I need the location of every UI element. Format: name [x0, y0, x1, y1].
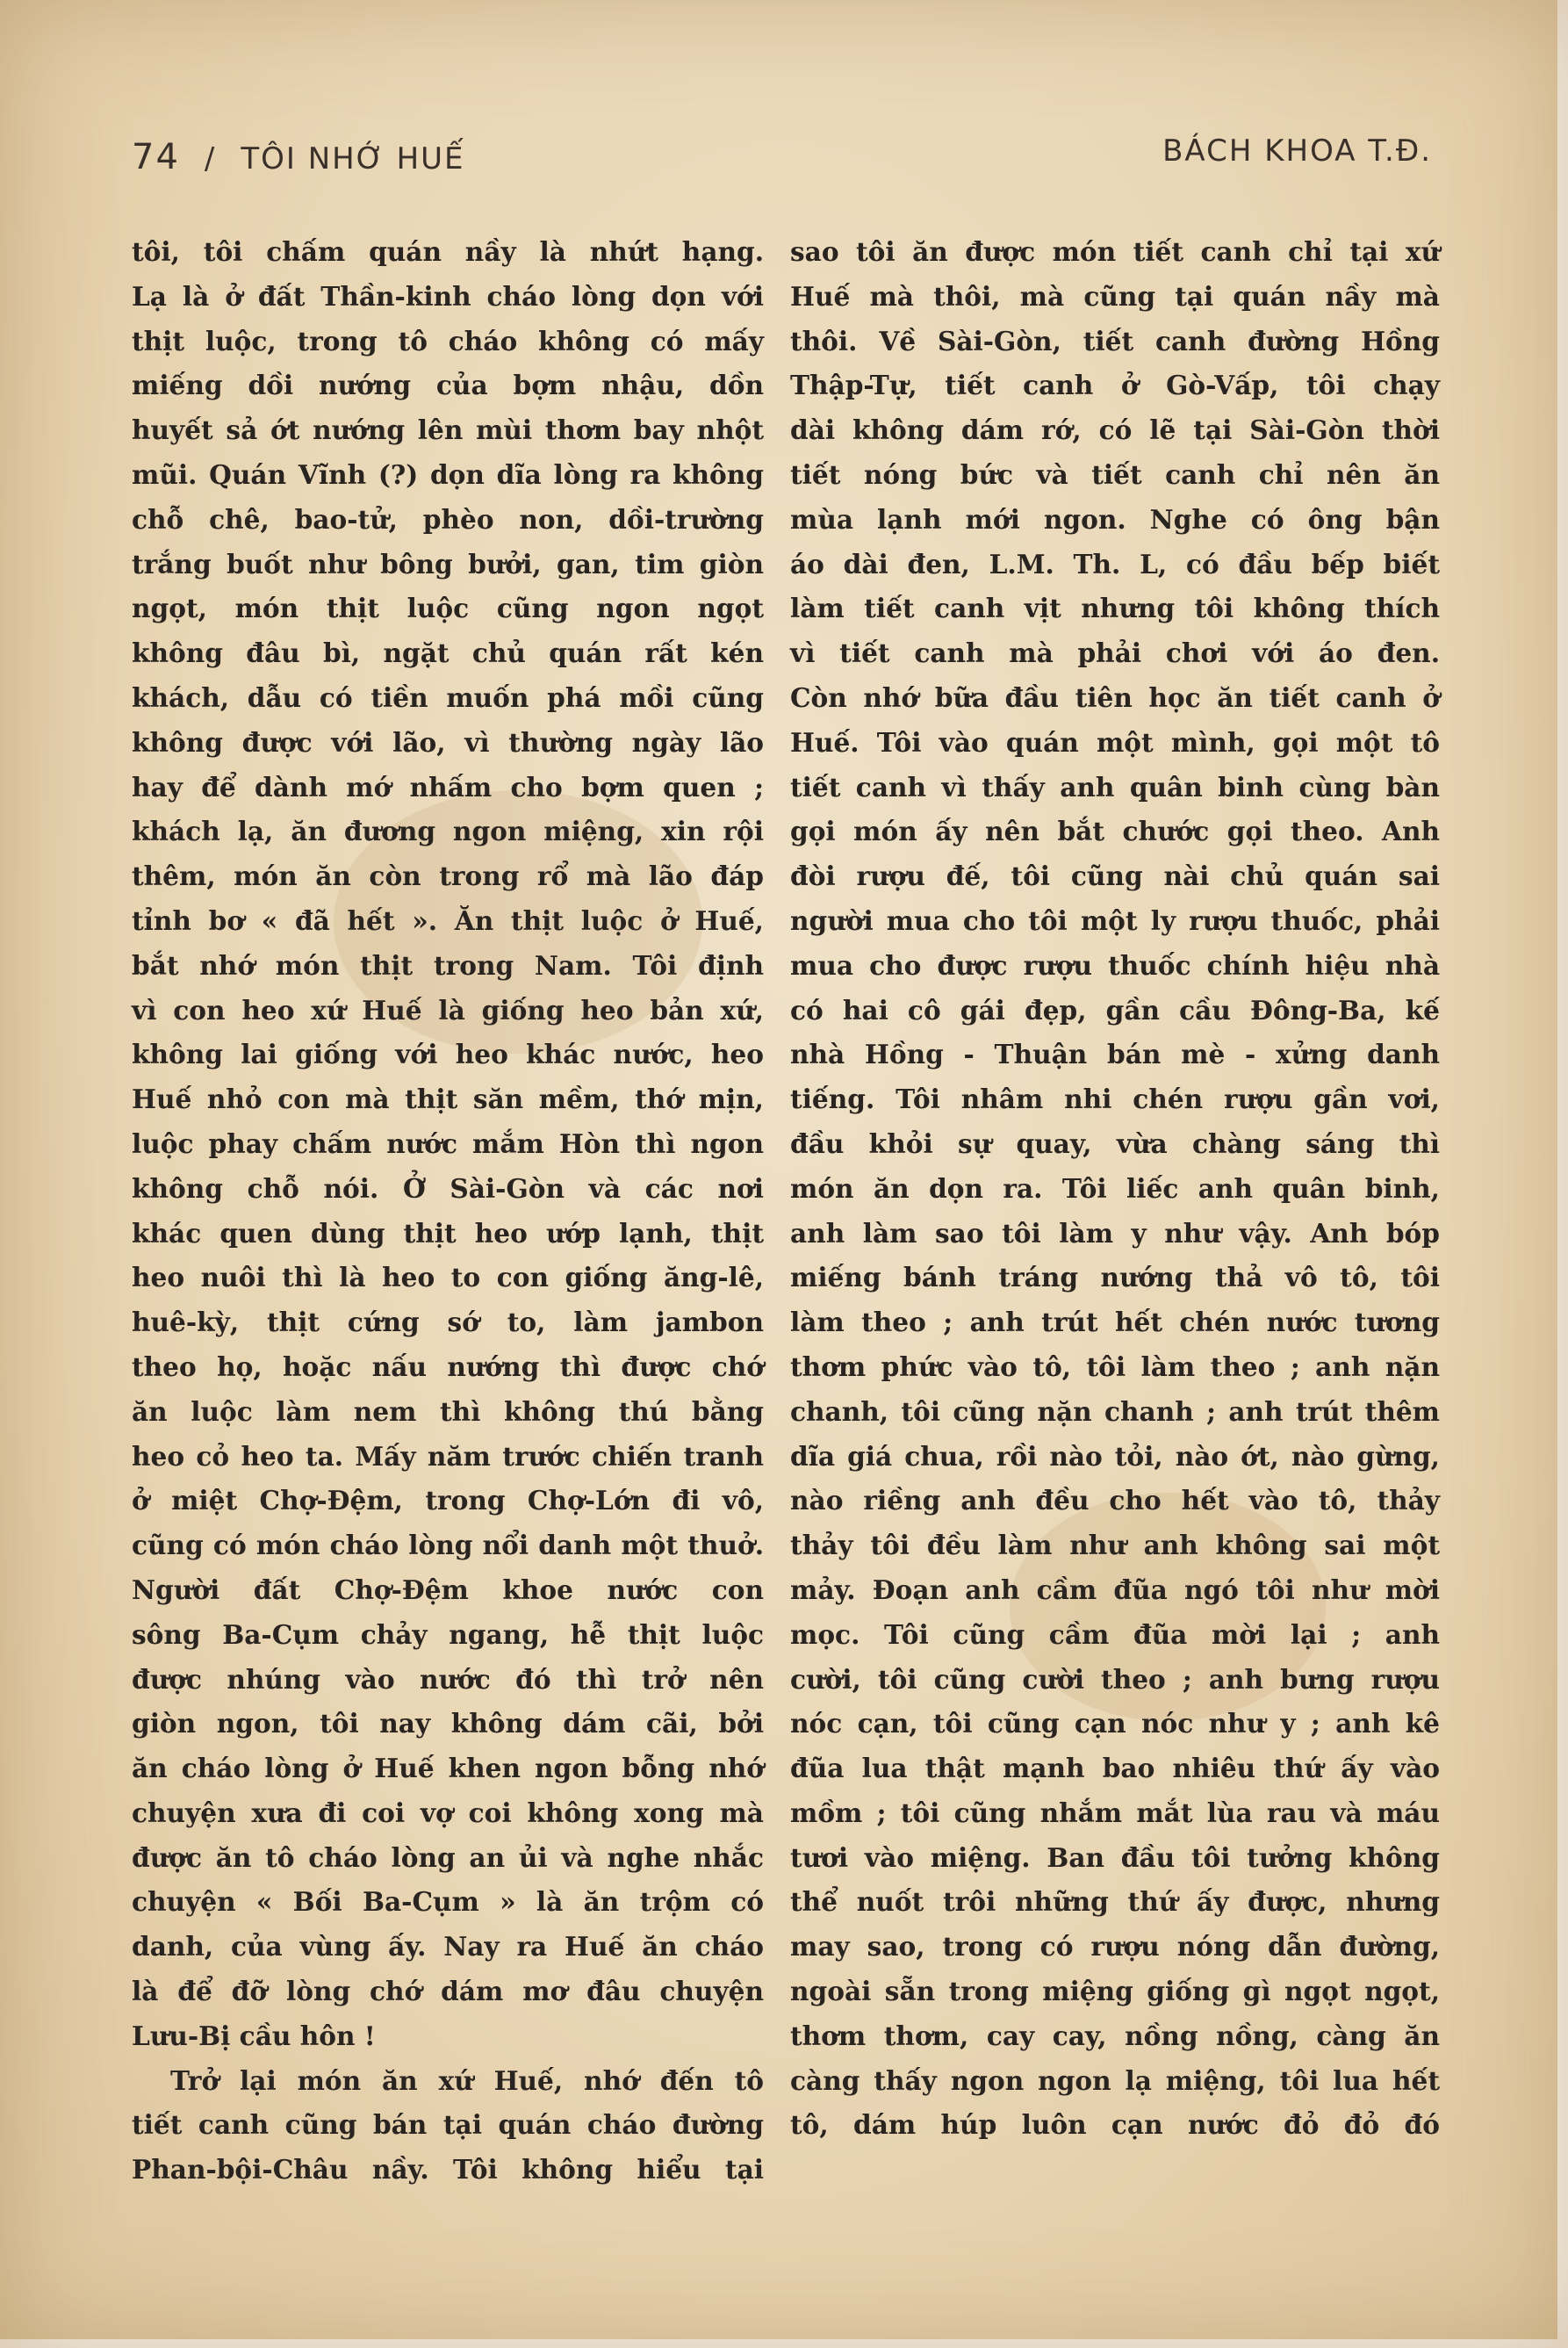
text-line: tiếng. Tôi nhâm nhi chén rượu gần vơi, — [790, 1084, 1440, 1115]
text-line: trắng buốt như bông bưởi, gan, tim giòn — [132, 548, 764, 580]
text-line: thôi. Về Sài-Gòn, tiết canh đường Hồng — [790, 325, 1440, 357]
text-line: được ăn tô cháo lòng an ủi và nghe nhắc — [132, 1841, 764, 1873]
text-line: không lai giống với heo khác nước, heo — [132, 1039, 764, 1070]
text-line: nóc cạn, tôi cũng cạn nóc như y ; anh kê — [790, 1708, 1440, 1739]
text-line: heo nuôi thì là heo to con giống ăng-lê, — [132, 1262, 764, 1293]
running-header — [132, 130, 1432, 183]
text-line: sông Ba-Cụm chảy ngang, hễ thịt luộc — [132, 1618, 764, 1650]
text-line: Huế nhỏ con mà thịt săn mềm, thớ mịn, — [132, 1084, 764, 1115]
text-line: gọi món ấy nên bắt chước gọi theo. Anh — [790, 816, 1440, 847]
text-line: Thập-Tự, tiết canh ở Gò-Vấp, tôi chạy — [790, 370, 1440, 401]
text-line: mọc. Tôi cũng cầm đũa mời lại ; anh — [790, 1618, 1440, 1650]
text-line: thơm phức vào tô, tôi làm theo ; anh nặn — [790, 1350, 1440, 1382]
text-line: làm theo ; anh trút hết chén nước tương — [790, 1307, 1440, 1338]
text-line: danh, của vùng ấy. Nay ra Huế ăn cháo — [132, 1931, 764, 1963]
text-line: huyết sả ớt nướng lên mùi thơm bay nhột — [132, 414, 764, 446]
text-line: miếng dồi nướng của bợm nhậu, dồn — [132, 370, 764, 401]
text-line: miếng bánh tráng nướng thả vô tô, tôi — [790, 1262, 1440, 1293]
publication-name: BÁCH KHOA T.Đ. — [1162, 133, 1432, 169]
text-line: dài không dám rớ, có lẽ tại Sài-Gòn thời — [790, 414, 1440, 446]
text-line: làm tiết canh vịt nhưng tôi không thích — [790, 593, 1440, 624]
text-line: thể nuốt trôi những thứ ấy được, nhưng — [790, 1886, 1440, 1918]
page-edge — [1557, 0, 1568, 2348]
text-line: thêm, món ăn còn trong rổ mà lão đáp — [132, 861, 764, 892]
text-line: hay để dành mớ nhấm cho bợm quen ; — [132, 771, 764, 803]
text-line: ăn luộc làm nem thì không thú bằng — [132, 1395, 764, 1427]
text-line: anh làm sao tôi làm y như vậy. Anh bóp — [790, 1217, 1440, 1249]
text-line: huê-kỳ, thịt cứng sớ to, làm jambon — [132, 1307, 764, 1338]
text-line: chuyện xưa đi coi vợ coi không xong mà — [132, 1797, 764, 1828]
text-line: khách lạ, ăn đương ngon miệng, xin rội — [132, 816, 764, 847]
section-title: TÔI NHỚ HUẾ — [241, 141, 465, 176]
text-line: cũng có món cháo lòng nổi danh một thuở. — [132, 1530, 764, 1561]
text-line: vì con heo xứ Huế là giống heo bản xứ, — [132, 994, 764, 1026]
text-line: là để đỡ lòng chớ dám mơ đâu chuyện — [132, 1976, 764, 2007]
text-line: may sao, trong có rượu nóng dẫn đường, — [790, 1931, 1440, 1963]
text-line: giòn ngon, tôi nay không dám cãi, bởi — [132, 1708, 764, 1739]
page-edge — [0, 2339, 1568, 2348]
text-line: đũa lua thật mạnh bao nhiêu thứ ấy vào — [790, 1753, 1440, 1784]
text-line: tiết canh vì thấy anh quân binh cùng bàn — [790, 771, 1440, 803]
page-number: 74 — [132, 137, 180, 177]
text-line: theo họ, hoặc nấu nướng thì được chớ — [132, 1350, 764, 1382]
text-line: khách, dẫu có tiền muốn phá mồi cũng — [132, 681, 764, 713]
text-line: thơm thơm, cay cay, nồng nồng, càng ăn — [790, 2020, 1440, 2051]
text-line: được nhúng vào nước đó thì trở nên — [132, 1663, 764, 1695]
text-line: món ăn dọn ra. Tôi liếc anh quân binh, — [790, 1172, 1440, 1204]
text-line: dĩa giá chua, rồi nào tỏi, nào ớt, nào gừng, — [790, 1440, 1440, 1472]
text-line: tiết nóng bức và tiết canh chỉ nên ăn — [790, 458, 1440, 490]
text-line: chỗ chê, bao-tử, phèo non, dồi-trường — [132, 503, 764, 535]
left-text-column — [132, 230, 764, 2193]
text-line: Lạ là ở đất Thần-kinh cháo lòng dọn với — [132, 280, 764, 312]
text-line: Còn nhớ bữa đầu tiên học ăn tiết canh ở — [790, 681, 1440, 713]
text-line: áo dài đen, L.M. Th. L, có đầu bếp biết — [790, 548, 1440, 580]
text-line: luộc phay chấm nước mắm Hòn thì ngon — [132, 1127, 764, 1159]
text-line: Người đất Chợ-Đệm khoe nước con — [132, 1574, 764, 1605]
text-line: vì tiết canh mà phải chơi với áo đen. — [790, 637, 1440, 669]
right-text-column — [790, 230, 1440, 2148]
text-line: tỉnh bơ « đã hết ». Ăn thịt luộc ở Huế, — [132, 904, 764, 936]
text-line: Lưu-Bị cầu hôn ! — [132, 2020, 376, 2051]
text-line: người mua cho tôi một ly rượu thuốc, phải — [790, 904, 1440, 936]
text-line: tươi vào miệng. Ban đầu tôi tưởng không — [790, 1841, 1440, 1873]
text-line: không được với lão, vì thường ngày lão — [132, 726, 764, 758]
header-separator: / — [204, 141, 217, 176]
text-line: chanh, tôi cũng nặn chanh ; anh trút thêm — [790, 1395, 1440, 1427]
text-line: Phan-bội-Châu nầy. Tôi không hiểu tại — [132, 2154, 764, 2186]
text-line: mồm ; tôi cũng nhắm mắt lùa rau và máu — [790, 1797, 1440, 1828]
text-line: Huế mà thôi, mà cũng tại quán nầy mà — [790, 280, 1440, 312]
text-line: Trở lại món ăn xứ Huế, nhớ đến tô — [170, 2064, 764, 2096]
text-line: ở miệt Chợ-Đệm, trong Chợ-Lớn đi vô, — [132, 1485, 764, 1516]
text-line: ăn cháo lòng ở Huế khen ngon bỗng nhớ — [132, 1753, 764, 1784]
text-line: mũi. Quán Vĩnh (?) dọn dĩa lòng ra không — [132, 458, 764, 490]
text-line: đầu khỏi sự quay, vừa chàng sáng thì — [790, 1127, 1440, 1159]
text-line: mua cho được rượu thuốc chính hiệu nhà — [790, 949, 1440, 981]
text-line: không đâu bì, ngặt chủ quán rất kén — [132, 637, 764, 669]
text-line: ngọt, món thịt luộc cũng ngon ngọt — [132, 593, 764, 624]
text-line: tô, dám húp luôn cạn nước đỏ đỏ đó — [790, 2109, 1440, 2141]
text-line: càng thấy ngon ngon lạ miệng, tôi lua hết — [790, 2064, 1440, 2096]
text-line: có hai cô gái đẹp, gần cầu Đông-Ba, kế — [790, 994, 1440, 1026]
text-line: đòi rượu đế, tôi cũng nài chủ quán sai — [790, 861, 1440, 892]
text-line: mùa lạnh mới ngon. Nghe có ông bận — [790, 503, 1440, 535]
text-line: tôi, tôi chấm quán nầy là nhứt hạng. — [132, 236, 764, 267]
text-line: cười, tôi cũng cười theo ; anh bưng rượu — [790, 1663, 1440, 1695]
text-line: Huế. Tôi vào quán một mình, gọi một tô — [790, 726, 1440, 758]
text-line: nào riềng anh đều cho hết vào tô, thảy — [790, 1485, 1440, 1516]
text-line: sao tôi ăn được món tiết canh chỉ tại xứ — [790, 236, 1440, 267]
text-line: không chỗ nói. Ở Sài-Gòn và các nơi — [132, 1172, 764, 1204]
text-line: chuyện « Bối Ba-Cụm » là ăn trộm có — [132, 1886, 764, 1918]
text-line: heo cỏ heo ta. Mấy năm trước chiến tranh — [132, 1440, 764, 1472]
text-line: bắt nhớ món thịt trong Nam. Tôi định — [132, 949, 764, 981]
text-line: ngoài sẵn trong miệng giống gì ngọt ngọt, — [790, 1976, 1440, 2007]
text-line: nhà Hồng - Thuận bán mè - xửng danh — [790, 1039, 1440, 1070]
text-line: thảy tôi đều làm như anh không sai một — [790, 1530, 1440, 1561]
text-line: mảy. Đoạn anh cầm đũa ngó tôi như mời — [790, 1574, 1440, 1605]
header-left — [132, 137, 465, 177]
text-line: thịt luộc, trong tô cháo không có mấy — [132, 325, 764, 357]
text-line: khác quen dùng thịt heo ướp lạnh, thịt — [132, 1217, 764, 1249]
text-line: tiết canh cũng bán tại quán cháo đường — [132, 2109, 764, 2141]
